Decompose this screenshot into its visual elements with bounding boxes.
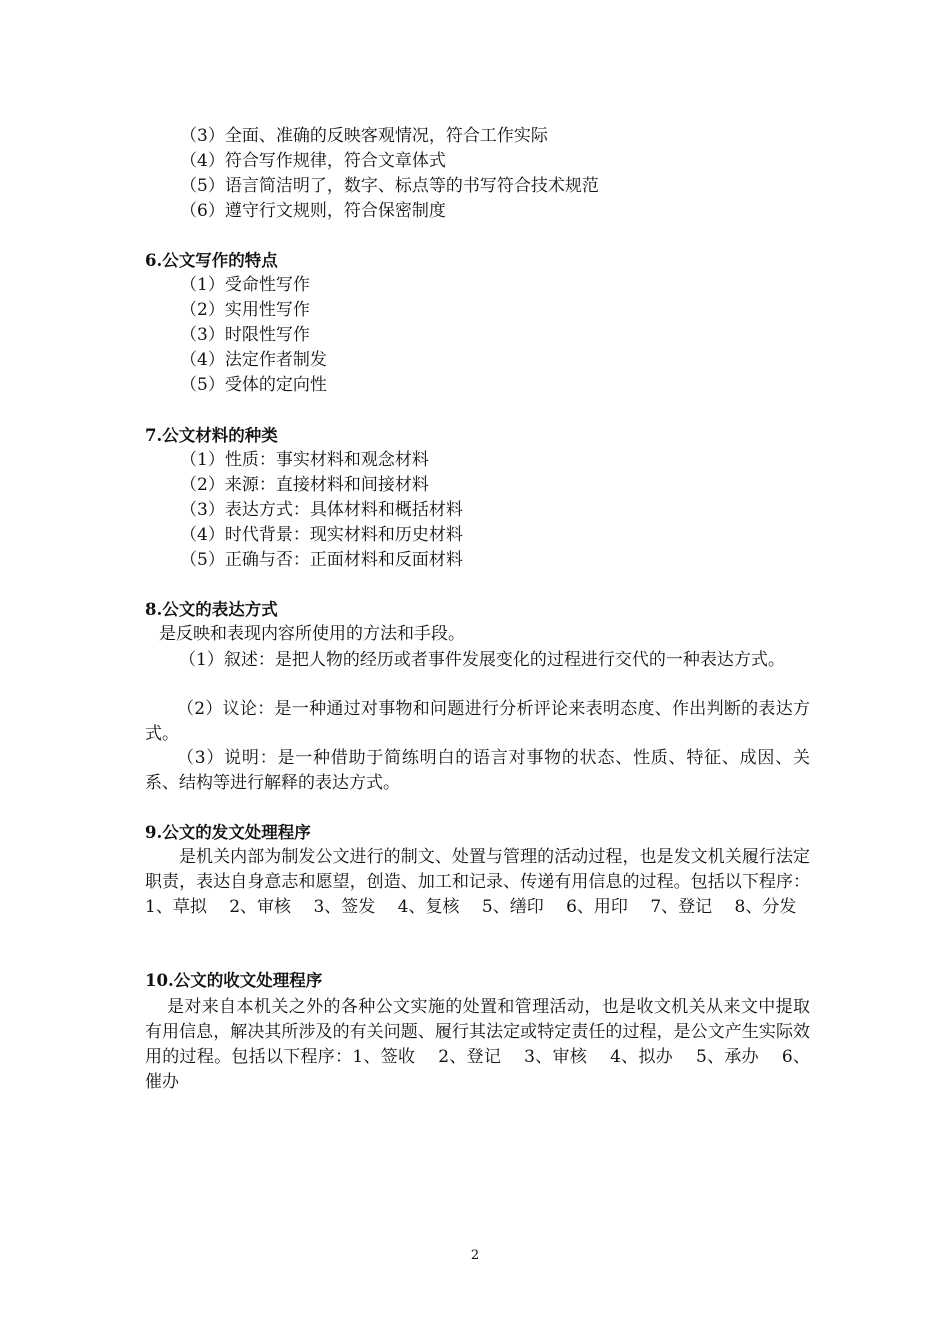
section8-explanation-paragraph: （3）说明：是一种借助于简练明白的语言对事物的状态、性质、特征、成因、关系、结构等进行解释的表达方式。 [145,748,810,793]
list-item: （1）受命性写作 [180,275,310,295]
list-item: （5）受体的定向性 [180,375,327,395]
list-item: （4）时代背景：现实材料和历史材料 [180,525,463,545]
section5-list [180,124,599,224]
list-item: （3）时限性写作 [180,325,310,345]
list-item: （1）性质：事实材料和观念材料 [180,450,429,470]
section8-argument-paragraph: （2）议论：是一种通过对事物和问题进行分析评论来表明态度、作出判断的表达方式。 [145,699,810,744]
list-item: （3）表达方式：具体材料和概括材料 [180,500,463,520]
list-item: （5）正确与否：正面材料和反面材料 [180,550,463,570]
section8-intro: 是反映和表现内容所使用的方法和手段。 [159,624,465,644]
list-item: （4）法定作者制发 [180,350,327,370]
page-number: 2 [470,1248,480,1263]
section6-list [180,273,327,398]
list-item: （3）全面、准确的反映客观情况，符合工作实际 [180,126,548,146]
section7-list [180,448,463,573]
section10-body: 是对来自本机关之外的各种公文实施的处置和管理活动，也是收文机关从来文中提取有用信息，解决其所涉及的有关问题、履行其法定或特定责任的过程，是公文产生实际效用的过程。包括以下程序：1、签收 2、登记 3、审核 4、拟办 5、承办 6、催办 [145,997,810,1092]
list-item: （5）语言简洁明了，数字、标点等的书写符合技术规范 [180,176,599,196]
section9-body: 是机关内部为制发公文进行的制文、处置与管理的活动过程，也是发文机关履行法定职责，表达自身意志和愿望，创造、加工和记录、传递有用信息的过程。包括以下程序：1、草拟 2、审核 3、签发 4、复核 5、缮印 6、用印 7、登记 8、分发 [145,847,810,917]
section9-heading: 9.公文的发文处理程序 [145,823,311,842]
section7-heading: 7.公文材料的种类 [145,426,278,445]
list-item: （6）遵守行文规则，符合保密制度 [180,201,446,221]
section10-heading: 10.公文的收文处理程序 [145,971,323,990]
list-item: （2）来源：直接材料和间接材料 [180,475,429,495]
list-item: （4）符合写作规律，符合文章体式 [180,151,446,171]
section8-heading: 8.公文的表达方式 [145,600,278,619]
section8-narration-paragraph: （1）叙述：是把人物的经历或者事件发展变化的过程进行交代的一种表达方式。 [179,650,785,670]
list-item: （2）实用性写作 [180,300,310,320]
section6-heading: 6.公文写作的特点 [145,251,278,270]
